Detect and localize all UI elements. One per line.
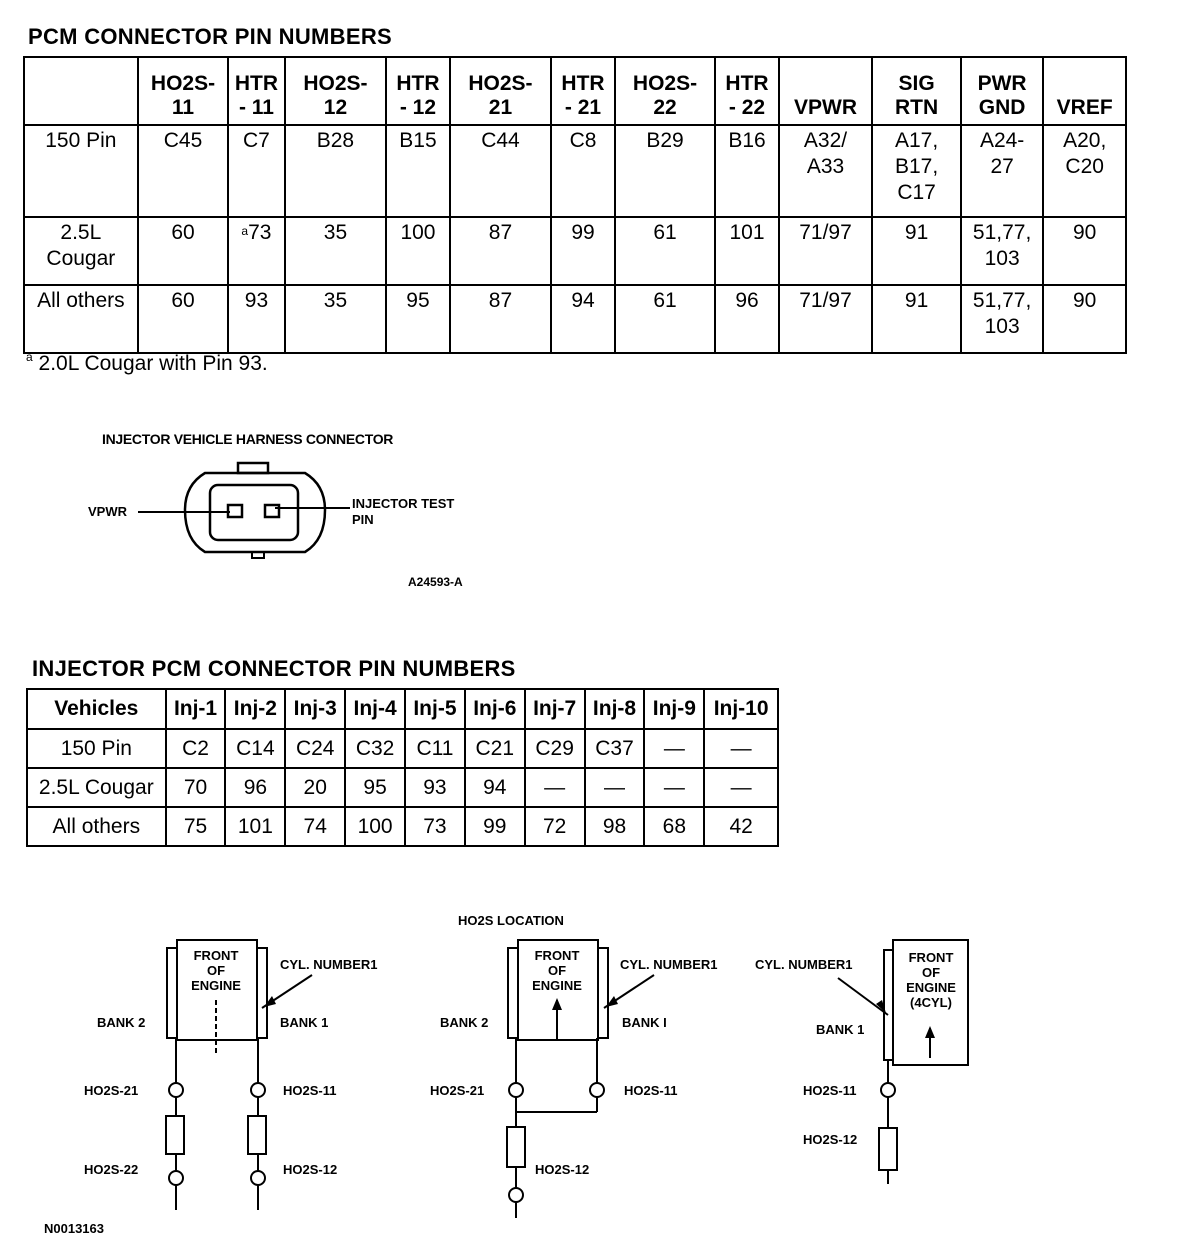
left-bank2-label: BANK 2	[97, 1015, 146, 1030]
injector-table-title: INJECTOR PCM CONNECTOR PIN NUMBERS	[32, 656, 516, 681]
injector-header-cell: Inj-10	[704, 689, 778, 729]
pcm-header-line-2: VREF	[1056, 96, 1113, 119]
pcm-cell: B15	[386, 125, 449, 217]
ho2s-location-diagram	[0, 900, 1184, 1245]
injector-cell: 73	[405, 807, 465, 846]
pcm-header-cell	[779, 57, 873, 125]
injector-cell: —	[644, 729, 704, 768]
injector-cell: 75	[166, 807, 226, 846]
right-front-label-4: (4CYL)	[910, 995, 952, 1010]
pcm-table-header-row	[24, 57, 1126, 125]
left-ho2s22-label: HO2S-22	[84, 1162, 139, 1177]
right-front-label-1: FRONT	[908, 950, 954, 965]
ho2s-location-title: HO2S LOCATION	[458, 913, 564, 928]
test-pin-label-1: INJECTOR TEST	[352, 496, 455, 511]
pcm-header-cell	[450, 57, 552, 125]
injector-cell: C37	[585, 729, 645, 768]
ho2s-figure-id: N0013163	[44, 1221, 104, 1236]
injector-header-cell: Inj-1	[166, 689, 226, 729]
right-heater	[879, 1128, 897, 1170]
injector-cell: 101	[225, 807, 285, 846]
injector-cell: 96	[225, 768, 285, 807]
pcm-cell: C44	[450, 125, 552, 217]
pcm-header-line-1: SIG	[898, 72, 935, 95]
injector-header-cell: Inj-9	[644, 689, 704, 729]
injector-cell: 70	[166, 768, 226, 807]
pcm-cell: 71/97	[779, 217, 873, 285]
injector-cell: 95	[345, 768, 405, 807]
pcm-header-line-2: - 11	[238, 96, 274, 119]
pcm-header-line-2: VPWR	[794, 96, 857, 119]
pcm-cell: C8	[551, 125, 614, 217]
pcm-header-line-1	[25, 96, 137, 120]
pcm-cell: 91	[872, 217, 961, 285]
pcm-cell: 51,77, 103	[961, 285, 1044, 353]
pcm-cell: 94	[551, 285, 614, 353]
left-bank2-heater	[166, 1116, 184, 1154]
pcm-cell: A20, C20	[1043, 125, 1126, 217]
pcm-header-cell	[228, 57, 284, 125]
pcm-cell: A24- 27	[961, 125, 1044, 217]
pcm-cell: A32/ A33	[779, 125, 873, 217]
mid-bank2-rail	[508, 948, 518, 1038]
mid-ho2s11-label: HO2S-11	[624, 1083, 678, 1098]
right-bank1-rail	[884, 950, 893, 1060]
injector-cell: —	[525, 768, 585, 807]
injector-cell: C32	[345, 729, 405, 768]
pcm-header-cell	[386, 57, 449, 125]
connector-top-latch	[238, 463, 268, 473]
injector-cell: C29	[525, 729, 585, 768]
pcm-cell: 96	[715, 285, 778, 353]
pcm-header-cell	[285, 57, 387, 125]
connector-pin-vpwr	[228, 505, 242, 517]
test-pin-label-2: PIN	[352, 512, 374, 527]
pcm-row-label: 150 Pin	[24, 125, 138, 217]
right-front-label-3: ENGINE	[906, 980, 956, 995]
pcm-header-cell	[961, 57, 1044, 125]
connector-figure-title: INJECTOR VEHICLE HARNESS CONNECTOR	[102, 431, 394, 447]
mid-bank1-rail	[598, 948, 608, 1038]
pcm-cell: B29	[615, 125, 716, 217]
right-bank1-label: BANK 1	[816, 1022, 865, 1037]
injector-header-cell: Inj-3	[285, 689, 345, 729]
pcm-header-line-1: HO2S-	[632, 72, 698, 95]
injector-table-row-cougar	[27, 768, 778, 807]
injector-cell: C14	[225, 729, 285, 768]
pcm-table-row-cougar	[24, 217, 1126, 285]
pcm-cell: 51,77, 103	[961, 217, 1044, 285]
left-ho2s21-label: HO2S-21	[84, 1083, 139, 1098]
left-front-label-2: OF	[206, 963, 226, 978]
connector-figure-id: A24593-A	[408, 575, 463, 589]
pcm-cell: 90	[1043, 285, 1126, 353]
injector-cell: 98	[585, 807, 645, 846]
left-front-label-1: FRONT	[193, 948, 239, 963]
pcm-cell: 91	[872, 285, 961, 353]
pcm-cell: 99	[551, 217, 614, 285]
injector-cell: C2	[166, 729, 226, 768]
vpwr-label: VPWR	[88, 504, 127, 519]
pcm-header-cell	[1043, 57, 1126, 125]
pcm-header-line-1: HTR	[725, 72, 769, 95]
left-bank1-heater	[248, 1116, 266, 1154]
injector-cell: C21	[465, 729, 525, 768]
pcm-cell: C7	[228, 125, 284, 217]
mid-ho2s21-label: HO2S-21	[430, 1083, 485, 1098]
pcm-header-line-2: - 12	[399, 96, 437, 119]
right-ho2s11-label: HO2S-11	[803, 1083, 857, 1098]
pcm-header-cell	[551, 57, 614, 125]
cell-value: 73	[248, 221, 272, 244]
pcm-cell: 60	[138, 285, 229, 353]
pcm-header-cell	[872, 57, 961, 125]
pcm-cell: 61	[615, 285, 716, 353]
left-bank1-rail	[257, 948, 267, 1038]
injector-header-cell: Inj-4	[345, 689, 405, 729]
injector-connector-diagram	[80, 455, 500, 595]
right-ho2s12-label: HO2S-12	[803, 1132, 858, 1147]
pcm-cell: B16	[715, 125, 778, 217]
injector-cell: —	[585, 768, 645, 807]
pcm-header-line-1: HO2S-	[150, 72, 216, 95]
pcm-table-row-all-others	[24, 285, 1126, 353]
injector-header-cell: Inj-8	[585, 689, 645, 729]
pcm-header-line-2: 11	[171, 96, 195, 119]
pcm-cell: 87	[450, 217, 552, 285]
pcm-header-line-1: HTR	[396, 72, 440, 95]
pcm-cell: B28	[285, 125, 387, 217]
connector-bottom-tab	[252, 552, 264, 558]
injector-row-label: 2.5L Cougar	[27, 768, 166, 807]
pcm-table-title: PCM CONNECTOR PIN NUMBERS	[28, 24, 393, 49]
pcm-header-line-1: PWR	[977, 72, 1027, 95]
injector-header-cell: Inj-7	[525, 689, 585, 729]
injector-cell: —	[704, 729, 778, 768]
pcm-cell: 90	[1043, 217, 1126, 285]
pcm-cell: 71/97	[779, 285, 873, 353]
pcm-cell: 100	[386, 217, 449, 285]
pcm-header-line-1: HO2S-	[303, 72, 368, 95]
injector-pcm-table	[26, 688, 779, 847]
injector-cell: —	[704, 768, 778, 807]
pcm-table-footnote	[26, 352, 268, 376]
injector-header-cell: Vehicles	[27, 689, 166, 729]
mid-bank2-label: BANK 2	[440, 1015, 489, 1030]
mid-heater	[507, 1127, 525, 1167]
pcm-header-line-2: 22	[653, 96, 677, 119]
pcm-cell: 95	[386, 285, 449, 353]
pcm-header-line-1: HTR	[561, 72, 605, 95]
inline-engine-right	[838, 940, 968, 1184]
mid-ho2s12-label: HO2S-12	[535, 1162, 590, 1177]
pcm-cell: 87	[450, 285, 552, 353]
pcm-header-line-1	[780, 72, 872, 96]
right-front-label-2: OF	[921, 965, 941, 980]
footnote-text: 2.0L Cougar with Pin 93.	[38, 352, 268, 375]
injector-table-row-all-others	[27, 807, 778, 846]
mid-front-label-2: OF	[547, 963, 567, 978]
pcm-header-line-1: HTR	[234, 72, 279, 95]
pcm-header-line-1	[1044, 72, 1125, 96]
injector-cell: C24	[285, 729, 345, 768]
left-front-label-3: ENGINE	[191, 978, 241, 993]
pcm-cell: 60	[138, 217, 229, 285]
pcm-header-line-2: 12	[323, 96, 348, 119]
pcm-cell: 35	[285, 217, 387, 285]
pcm-connector-table	[23, 56, 1127, 354]
pcm-header-cell	[138, 57, 229, 125]
left-cyl-label: CYL. NUMBER1	[280, 957, 378, 972]
cell-footnote-mark: a	[241, 224, 249, 238]
pcm-table-row-150pin	[24, 125, 1126, 217]
injector-cell: C11	[405, 729, 465, 768]
pcm-header-line-2: 21	[488, 96, 513, 119]
connector-pin-test	[265, 505, 279, 517]
mid-front-label-3: ENGINE	[532, 978, 582, 993]
mid-cyl-label: CYL. NUMBER1	[620, 957, 718, 972]
injector-header-cell: Inj-5	[405, 689, 465, 729]
pcm-header-line-2: RTN	[894, 96, 939, 119]
pcm-cell: 35	[285, 285, 387, 353]
pcm-cell	[228, 217, 284, 285]
injector-cell: 100	[345, 807, 405, 846]
right-cyl-label: CYL. NUMBER1	[755, 957, 853, 972]
mid-bank1-label: BANK I	[622, 1015, 667, 1030]
left-ho2s11-label: HO2S-11	[283, 1083, 337, 1098]
injector-cell: 42	[704, 807, 778, 846]
pcm-header-line-1: HO2S-	[468, 72, 533, 95]
injector-row-label: 150 Pin	[27, 729, 166, 768]
pcm-row-label: 2.5L Cougar	[24, 217, 138, 285]
injector-cell: 99	[465, 807, 525, 846]
injector-header-cell: Inj-2	[225, 689, 285, 729]
pcm-header-line-2: - 21	[564, 96, 602, 119]
pcm-header-cell	[24, 57, 138, 125]
pcm-cell: C45	[138, 125, 229, 217]
injector-cell: 68	[644, 807, 704, 846]
injector-cell: 93	[405, 768, 465, 807]
pcm-header-line-2: - 22	[728, 96, 766, 119]
injector-cell: —	[644, 768, 704, 807]
pcm-header-cell	[615, 57, 716, 125]
pcm-header-cell	[715, 57, 778, 125]
injector-cell: 74	[285, 807, 345, 846]
footnote-mark: a	[26, 350, 33, 364]
pcm-cell: 101	[715, 217, 778, 285]
mid-front-label-1: FRONT	[534, 948, 580, 963]
left-ho2s12-label: HO2S-12	[283, 1162, 338, 1177]
injector-cell: 20	[285, 768, 345, 807]
injector-header-cell: Inj-6	[465, 689, 525, 729]
pcm-cell: 93	[228, 285, 284, 353]
pcm-header-line-2: GND	[978, 96, 1026, 119]
injector-cell: 94	[465, 768, 525, 807]
left-bank1-label: BANK 1	[280, 1015, 329, 1030]
pcm-cell: 61	[615, 217, 716, 285]
injector-row-label: All others	[27, 807, 166, 846]
pcm-cell: A17, B17, C17	[872, 125, 961, 217]
injector-table-header-row	[27, 689, 778, 729]
injector-table-row-150pin	[27, 729, 778, 768]
pcm-row-label: All others	[24, 285, 138, 353]
left-bank2-rail	[167, 948, 177, 1038]
injector-cell: 72	[525, 807, 585, 846]
